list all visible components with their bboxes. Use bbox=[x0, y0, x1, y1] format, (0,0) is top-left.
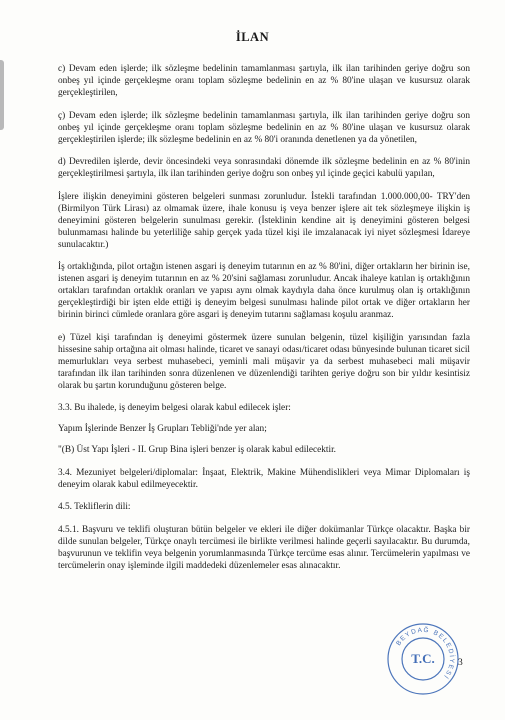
scan-edge-shadow bbox=[0, 60, 4, 130]
municipality-seal bbox=[385, 621, 461, 697]
seal-center-text: T.C. bbox=[411, 651, 435, 666]
page-number: 3 bbox=[458, 658, 463, 668]
paragraph-d: d) Devredilen işlerde, devir öncesindeki veya sonrasındaki dönemde ilk sözleşme bedelinin en az % 80'inin gerçekleştirilmesi şartıyla, ilk ilan tarihinden geriye doğru son onbeş yıl içinde geçici kabulü yapılan, bbox=[58, 157, 470, 179]
paragraph-experience-documents: İşlere ilişkin deneyimini gösteren belgeleri sunması zorunludur. İstekli tarafından 1.000.000,00- TRY'den (Birmilyon Türk Lirası) az olmamak üzere, ihale konusu iş veya benzer işlere ait tek sözleşmeye ilişkin iş deneyimini gösteren belgelerin sunulması gerekir. (İsteklinin kendine ait iş deneyimini gösteren belgesi bulunmaması halinde bu yeterliliğe sahip gerçek yada tüzel kişi ile imzalanacak iyi niyet sözleşmesi İdareye sunulacaktır.) bbox=[58, 191, 470, 250]
page-title: İLAN bbox=[235, 30, 270, 44]
paragraph-joint-venture: İş ortaklığında, pilot ortağın istenen asgari iş deneyim tutarının en az % 80'ini, diğer ortakların her birinin ise, istenen asgari iş deneyim tutarının en az % 20'sini sağlaması zorunludur. Ancak ihaleye katılan iş ortaklığının ortakları tarafından ortaklık oranları ve yapısı aynı olmak kaydıyla daha önce kurulmuş olan iş ortaklığının gerçekleştirdiği bir işten elde ettiği iş deneyim belgesi sunulması halinde pilot ortak ve diğer ortakların her birinin birinci cümlede oranlara göre asgari iş deneyim tutarını sağlaması koşulu aranmaz. bbox=[58, 262, 470, 320]
section-3-4: 3.4. Mezuniyet belgeleri/diplomalar: İnşaat, Elektrik, Makine Mühendislikleri veya Mimar Diplomaları iş deneyim olarak kabul edilmeyecektir. bbox=[58, 467, 470, 490]
similar-works-group: "(B) Üst Yapı İşleri - II. Grup Bina işleri benzer iş olarak kabul edilecektir. bbox=[58, 445, 336, 455]
similar-works-communique: Yapım İşlerinde Benzer İş Grupları Tebliği'nde yer alan; bbox=[58, 424, 267, 434]
document-body bbox=[58, 63, 470, 582]
section-4-5-1: 4.5.1. Başvuru ve teklifi oluşturan bütün belgeler ve ekleri ile diğer dokümanlar Türkçe olacaktır. Başka bir dilde sunulan belgeler, Türkçe onaylı tercümesi ile birlikte verilmesi halinde geçerli sayılacaktır. Bu durumda, başvurunun ve teklifin veya belgenin yorumlanmasında Türkçe tercüme esas alınır. Tercümelerin yapılması ve tercümelerin onay işleminde ilgili maddedeki düzenlemeler esas alınacaktır. bbox=[58, 524, 470, 571]
paragraph-c: c) Devam eden işlerde; ilk sözleşme bedelinin tamamlanması şartıyla, ilk ilan tarihinden geriye doğru son onbeş yıl içinde gerçekleşme oranı toplam sözleşme bedelinin en az % 80'ine ulaşan ve kusursuz olarak gerçekleştirilen, bbox=[58, 64, 470, 98]
paragraph-e: e) Tüzel kişi tarafından iş deneyimi göstermek üzere sunulan belgenin, tüzel kişiliğin yarısından fazla hissesine sahip ortağına ait olması halinde, ticaret ve sanayi odası/ticaret odası bünyesinde bulunan ticaret sicil memurlukları veya serbest muhasebeci, yeminli mali müşavir ya da serbest muhasebeci mali müşavir tarafından ilk ilan tarihinden sonra düzenlenen ve düzenlendiği tarihten geriye doğru son bir yıldır kesintisiz olarak bu şartın korunduğunu gösteren belge. bbox=[58, 332, 470, 391]
section-3-3: 3.3. Bu ihalede, iş deneyim belgesi olarak kabul edilecek işler: bbox=[58, 403, 291, 413]
section-4-5-heading: 4.5. Tekliflerin dili: bbox=[58, 502, 131, 512]
paragraph-cc: ç) Devam eden işlerde; ilk sözleşme bedelinin tamamlanması şartıyla, ilk ilan tarihinden geriye doğru son onbeş yıl içinde gerçekleşme oranı toplam sözleşme bedelinin en az % 80'ine ulaşan ve kusursuz olarak gerçekleştirilen işlerde; ilk sözleşme bedelinin en az % 80'i oranında denetlenen ya da yönetilen, bbox=[58, 110, 470, 145]
seal-ring-text: BEYDAĞ BELEDİYESİ bbox=[395, 626, 456, 681]
